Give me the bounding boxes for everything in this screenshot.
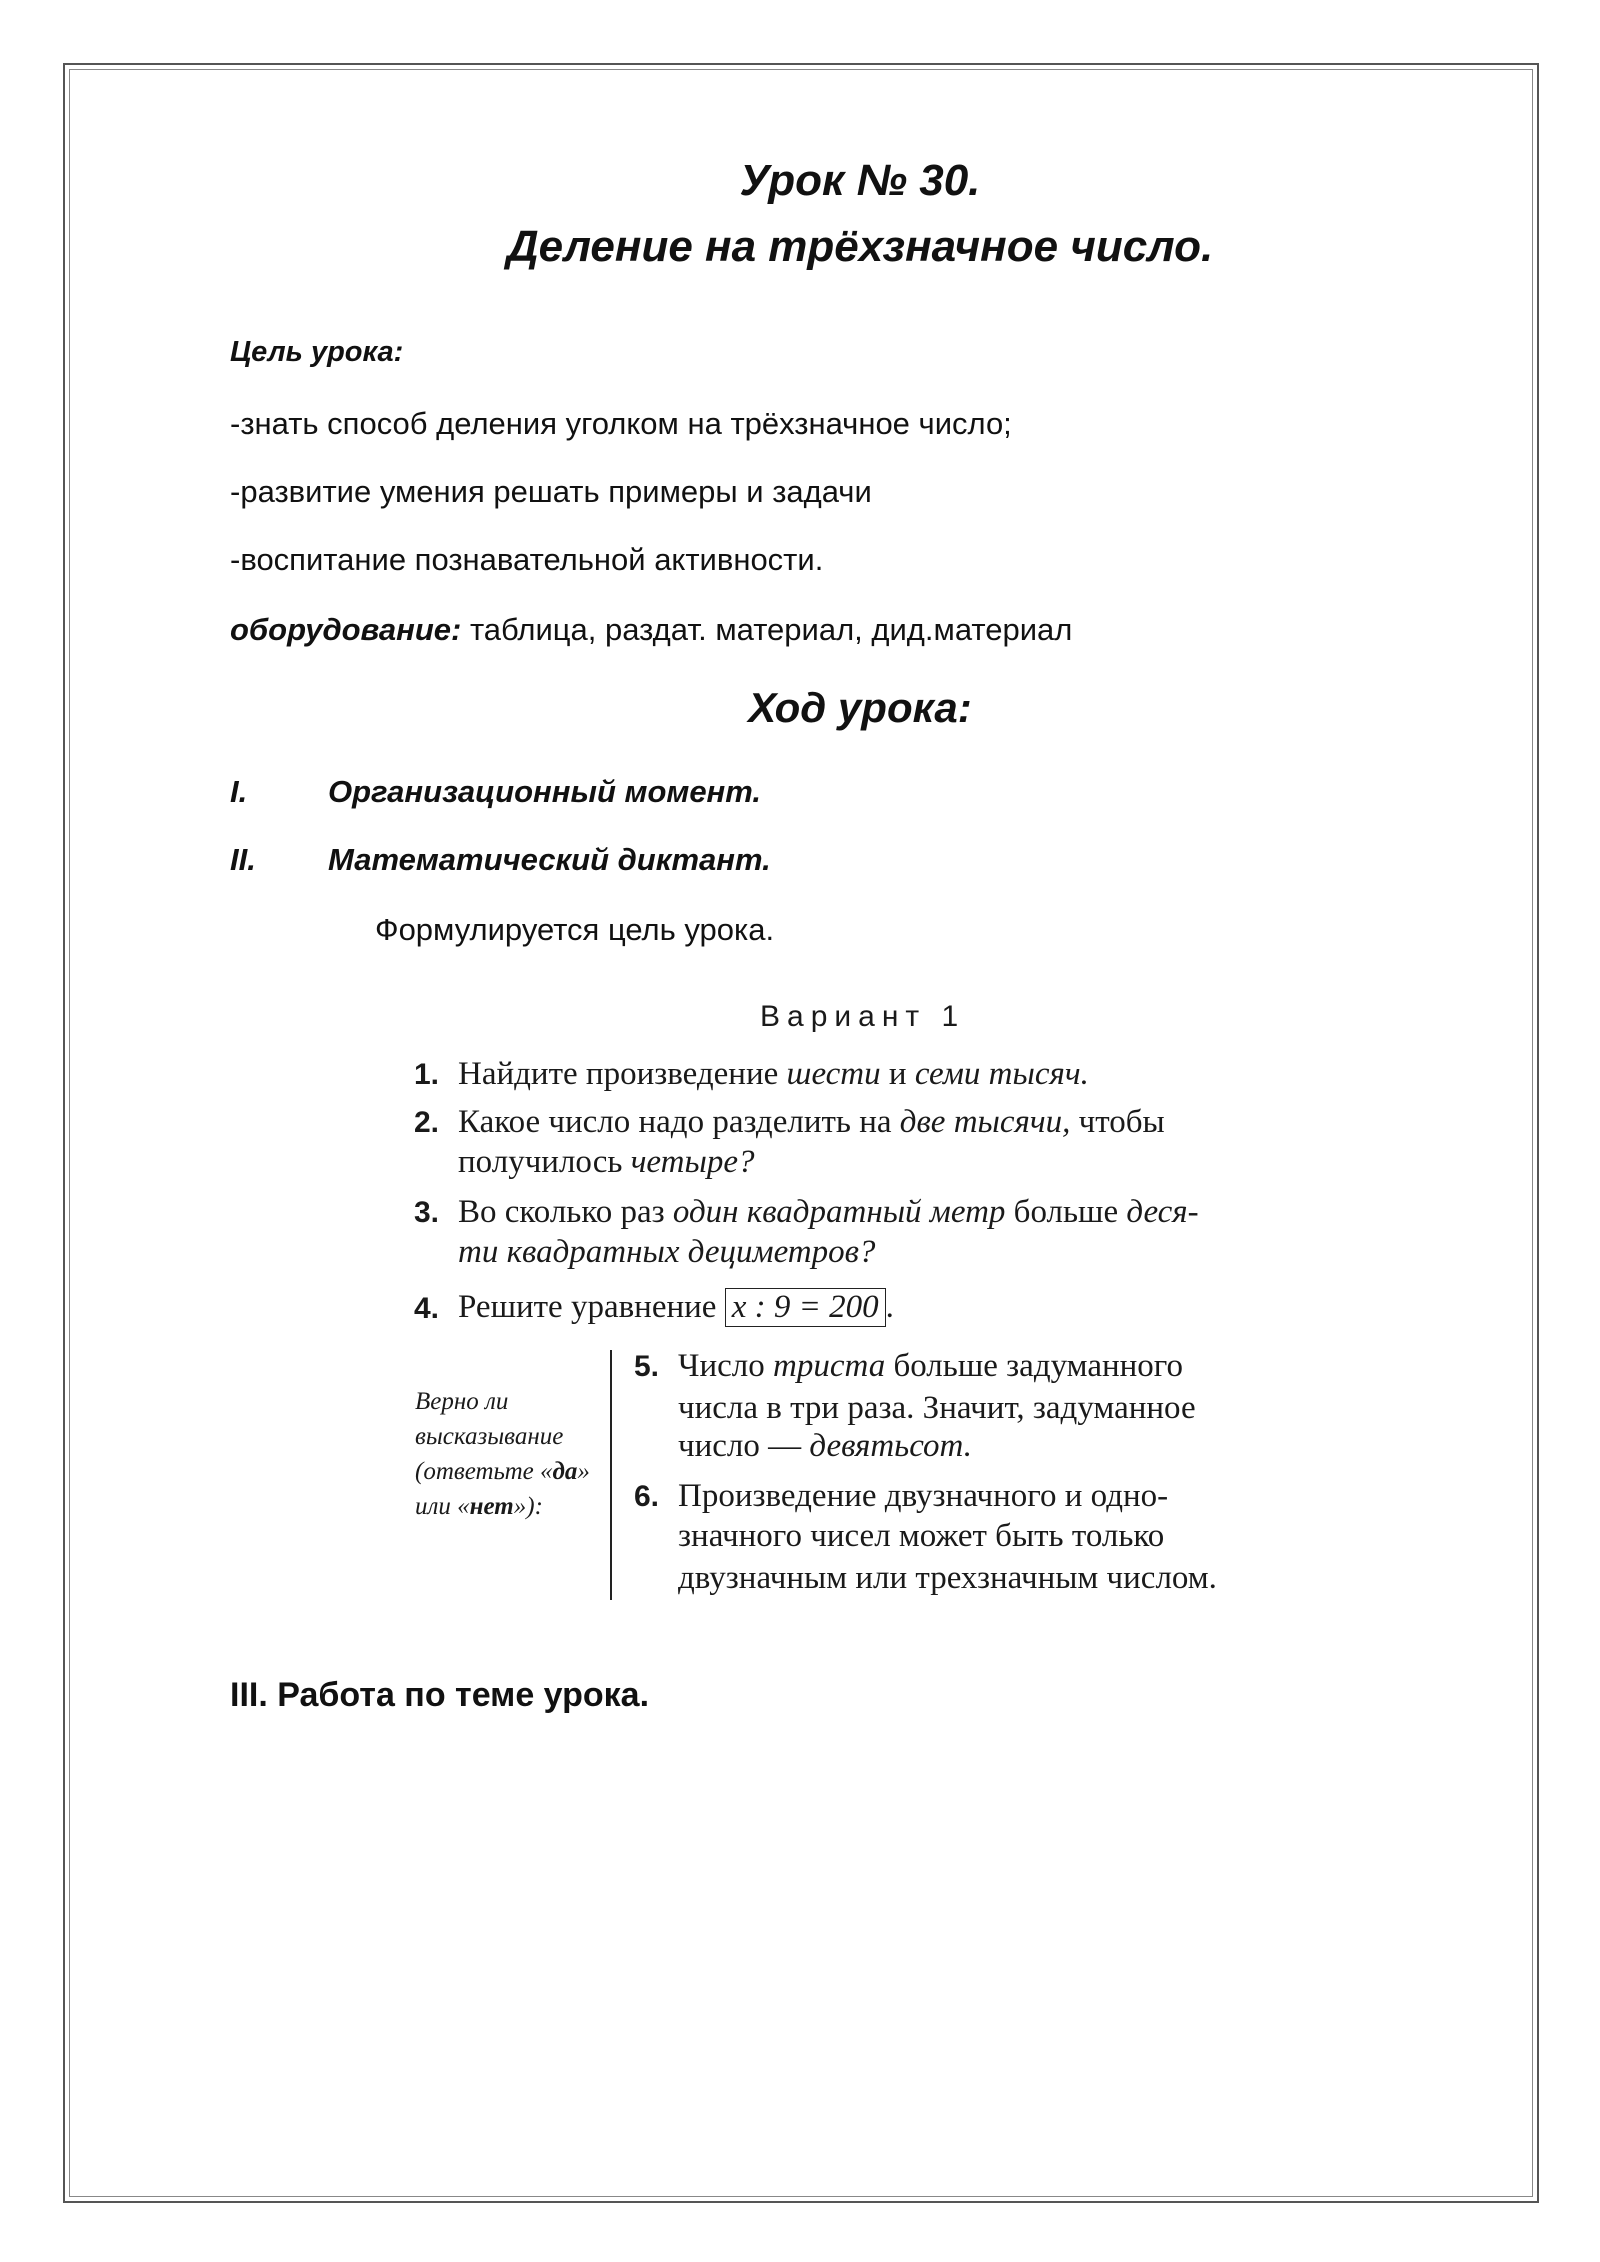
question-number: 1. xyxy=(414,1058,440,1091)
question-3-line2: ти квадратных дециметров? xyxy=(458,1234,876,1270)
goal-item: -знать способ деления уголком на трёхзначное число; xyxy=(230,406,1012,441)
variant-heading: Вариант 1 xyxy=(760,1000,966,1033)
question-4: Решите уравнение x : 9 = 200 . xyxy=(458,1289,894,1325)
lesson-number-title: Урок № 30. xyxy=(739,156,981,205)
goals-heading: Цель урока: xyxy=(230,336,404,368)
equipment-value: таблица, раздат. материал, дид.материал xyxy=(461,612,1073,647)
lesson-topic-title: Деление на трёхзначное число. xyxy=(506,222,1214,271)
question-5: Число триста больше задуманного xyxy=(678,1348,1184,1384)
question-3: Во сколько раз один квадратный метр больше деся- xyxy=(458,1194,1199,1230)
equation-box: x : 9 = 200 xyxy=(725,1288,886,1327)
goal-item: -развитие умения решать примеры и задачи xyxy=(230,474,872,509)
question-number: 6. xyxy=(634,1480,660,1513)
true-false-instruction: Верно ли высказывание (ответьте «да» или «нет»): xyxy=(415,1388,590,1520)
goal-item: -воспитание познавательной активности. xyxy=(230,542,824,577)
course-heading: Ход урока: xyxy=(748,684,972,731)
question-2-line2: получилось четыре? xyxy=(458,1144,755,1180)
section-number: I. xyxy=(230,774,248,809)
equipment-label: оборудование: xyxy=(230,612,462,647)
question-number: 5. xyxy=(634,1350,660,1383)
section-3-heading: III. Работа по теме урока. xyxy=(230,1676,650,1714)
question-number: 3. xyxy=(414,1196,440,1229)
question-6: Произведение двузначного и одно- xyxy=(678,1478,1169,1514)
question-5-line2: числа в три раза. Значит, задуманное xyxy=(678,1390,1196,1426)
question-5-line3: число — девятьсот. xyxy=(678,1428,973,1464)
lesson-goal-note: Формулируется цель урока. xyxy=(375,912,775,947)
question-6-line2: значного чисел может быть только xyxy=(678,1518,1165,1554)
vertical-divider xyxy=(610,1350,612,1600)
question-2: Какое число надо разделить на две тысячи, чтобы xyxy=(458,1104,1165,1140)
section-number: II. xyxy=(230,842,256,877)
section-title: Организационный момент. xyxy=(328,774,762,809)
section-title: Математический диктант. xyxy=(328,842,771,877)
question-1: Найдите произведение шести и семи тысяч. xyxy=(458,1056,1089,1092)
question-number: 2. xyxy=(414,1106,440,1139)
question-number: 4. xyxy=(414,1292,440,1325)
question-6-line3: двузначным или трехзначным числом. xyxy=(678,1560,1217,1596)
equipment-line xyxy=(230,612,1072,648)
